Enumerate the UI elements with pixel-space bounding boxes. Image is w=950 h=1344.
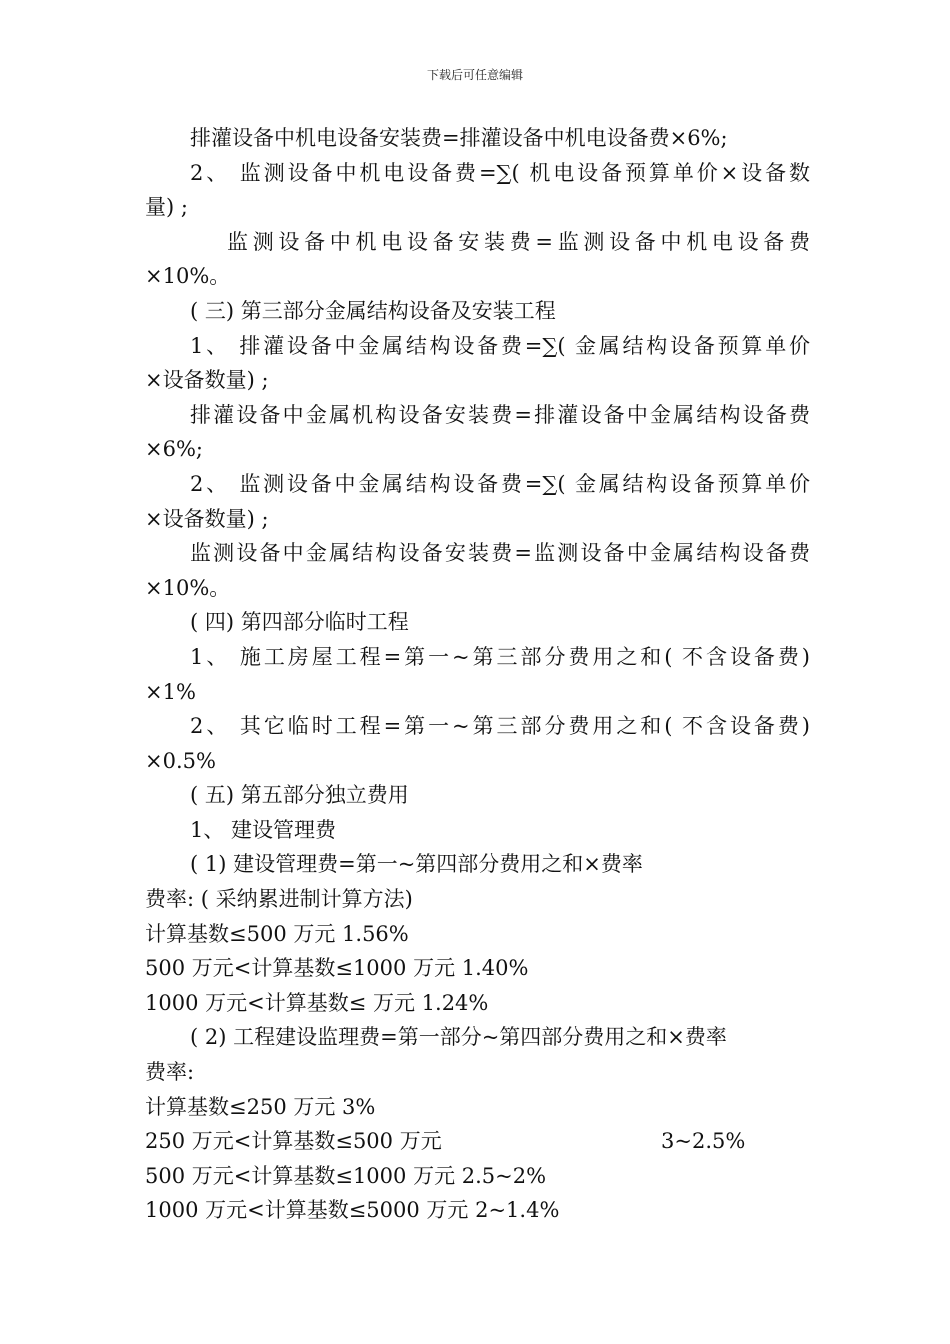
text-line: 排灌设备中机电设备安装费=排灌设备中机电设备费×6%; [190,126,728,150]
text-line: ( 2) 工程建设监理费=第一部分~第四部分费用之和×费率 [190,1025,727,1050]
text-line: 2、 监测设备中金属结构设备费=∑( 金属结构设备预算单价 [190,471,810,496]
text-line: ×1% [145,679,196,704]
document-body [145,121,810,1228]
text-line: 排灌设备中金属机构设备安装费=排灌设备中金属结构设备费 [190,402,810,427]
page-header: 下载后可任意编辑 [426,68,523,82]
text-line: ( 1) 建设管理费=第一~第四部分费用之和×费率 [190,852,643,877]
rate-line: 1000 万元<计算基数≤ 万元 1.24% [145,990,489,1015]
text-line: ×设备数量) ; [145,368,269,393]
text-line: ×10%。 [145,575,231,600]
text-line: 费率: ( 采纳累进制计算方法) [145,887,413,912]
text-line: 量) ; [145,195,188,220]
rate-condition: 250 万元<计算基数≤500 万元 [145,1129,442,1154]
rate-line: 1000 万元<计算基数≤5000 万元 2~1.4% [145,1198,560,1223]
section-heading: ( 三) 第三部分金属结构设备及安装工程 [190,298,556,323]
text-line: ×设备数量) ; [145,506,269,531]
text-line: 1、 排灌设备中金属结构设备费=∑( 金属结构设备预算单价 [190,333,810,358]
text-line: 2、 其它临时工程=第一~第三部分费用之和( 不含设备费) [190,714,810,739]
rate-line: 计算基数≤250 万元 3% [145,1094,376,1119]
rate-line: 500 万元<计算基数≤1000 万元 2.5~2% [145,1163,547,1188]
rate-line: 计算基数≤500 万元 1.56% [145,921,409,946]
text-line: 费率: [145,1060,195,1085]
rate-value: 3~2.5% [661,1129,746,1154]
text-line: 1、 建设管理费 [190,817,337,842]
text-line: 1、 施工房屋工程=第一~第三部分费用之和( 不含设备费) [190,644,810,669]
section-heading: ( 四) 第四部分临时工程 [190,610,409,635]
text-line: ×0.5% [145,748,216,773]
text-line: 监测设备中金属结构设备安装费=监测设备中金属结构设备费 [190,541,810,566]
rate-line: 500 万元<计算基数≤1000 万元 1.40% [145,956,529,981]
text-line: ×10%。 [145,264,231,289]
text-line: ×6%; [145,437,203,462]
rate-line-tabbed [145,1124,810,1159]
text-line: 2、 监测设备中机电设备费=∑( 机电设备预算单价×设备数 [190,160,810,185]
section-heading: ( 五) 第五部分独立费用 [190,783,409,808]
text-line: 监测设备中机电设备安装费=监测设备中机电设备费 [227,229,810,254]
